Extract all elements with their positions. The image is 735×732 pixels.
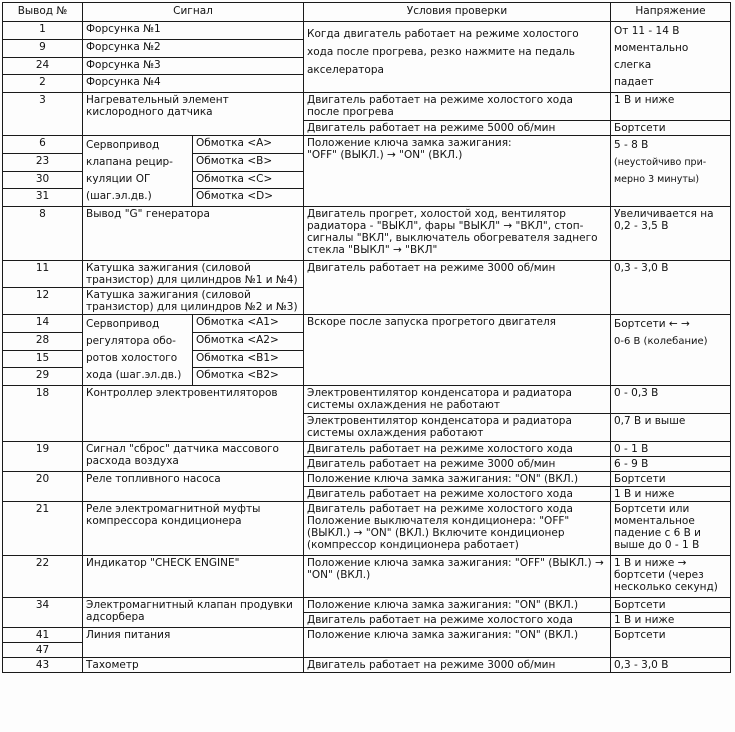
- signal-cell: Линия питания: [83, 628, 304, 658]
- condition-cell: Двигатель работает на режиме холостого хода: [304, 442, 611, 457]
- pin-number: 3: [3, 93, 83, 136]
- signal-cell: Вывод "G" генератора: [83, 207, 304, 261]
- voltage-cell: 1 В и ниже → бортсети (через несколько секунд): [611, 556, 731, 598]
- voltage-cell: 1 В и ниже: [611, 93, 731, 121]
- table-row: [3, 502, 731, 556]
- winding-cell: Обмотка <A>: [193, 136, 304, 154]
- condition-cell: Вскоре после запуска прогретого двигателя: [304, 315, 611, 386]
- voltage-line: падает: [614, 76, 654, 88]
- pin-number: 34: [3, 598, 83, 628]
- table-row: [3, 442, 731, 457]
- signal-cell: Реле электромагнитной муфты компрессора кондиционера: [83, 502, 304, 556]
- voltage-cell: Бортсети: [611, 598, 731, 613]
- condition-cell: Положение ключа замка зажигания: "ON" (ВКЛ.): [304, 628, 611, 658]
- condition-cell: Двигатель работает на режиме 3000 об/мин: [304, 261, 611, 315]
- ecu-pin-voltage-table: [2, 2, 731, 673]
- voltage-line: мерно 3 минуты): [614, 174, 700, 185]
- condition-line: "OFF" (ВЫКЛ.) → "ON" (ВКЛ.): [307, 149, 463, 161]
- table-row: [3, 386, 731, 414]
- voltage-cell: 0,7 В и выше: [611, 414, 731, 442]
- table-row: [3, 261, 731, 288]
- signal-line: куляции ОГ: [86, 173, 151, 185]
- condition-cell: Двигатель прогрет, холостой ход, вентилятор радиатора - "ВЫКЛ", фары "ВЫКЛ" → "ВКЛ", стоп-сигналы "ВКЛ", выключатель обогревателя заднего стекла "ВЫКЛ" → "ВКЛ": [304, 207, 611, 261]
- pin-number: 30: [3, 171, 83, 189]
- voltage-cell: 0,3 - 3,0 В: [611, 658, 731, 673]
- pin-number: 20: [3, 472, 83, 502]
- voltage-cell: Бортсети: [611, 628, 731, 658]
- voltage-cell: 1 В и ниже: [611, 613, 731, 628]
- pin-number: 9: [3, 39, 83, 57]
- condition-cell: Двигатель работает на режиме 3000 об/мин: [304, 658, 611, 673]
- signal-cell: Форсунка №2: [83, 39, 304, 57]
- condition-cell: Двигатель работает на режиме холостого хода после прогрева: [304, 93, 611, 121]
- pin-number: 31: [3, 189, 83, 207]
- condition-cell: Двигатель работает на режиме 3000 об/мин: [304, 457, 611, 472]
- pin-number: 22: [3, 556, 83, 598]
- winding-cell: Обмотка <A1>: [193, 315, 304, 333]
- table-row: [3, 556, 731, 598]
- voltage-cell: Увеличивается на 0,2 - 3,5 В: [611, 207, 731, 261]
- winding-cell: Обмотка <B>: [193, 153, 304, 171]
- signal-line: хода (шаг.эл.дв.): [86, 369, 182, 381]
- winding-cell: Обмотка <B2>: [193, 368, 304, 386]
- condition-cell: [304, 136, 611, 207]
- voltage-line: моментально: [614, 42, 689, 54]
- pin-number: 18: [3, 386, 83, 442]
- pin-number: 2: [3, 75, 83, 93]
- condition-cell: Положение ключа замка зажигания: "ON" (ВКЛ.): [304, 472, 611, 487]
- signal-cell: [83, 315, 193, 386]
- pin-number: 15: [3, 350, 83, 368]
- condition-cell: Электровентилятор конденсатора и радиатора системы охлаждения работают: [304, 414, 611, 442]
- voltage-cell: [611, 22, 731, 93]
- condition-cell: Двигатель работает на режиме холостого хода: [304, 613, 611, 628]
- condition-line: Положение ключа замка зажигания:: [307, 137, 512, 149]
- pin-number: 6: [3, 136, 83, 154]
- pin-number: 12: [3, 288, 83, 315]
- voltage-cell: [611, 315, 731, 386]
- voltage-cell: 1 В и ниже: [611, 487, 731, 502]
- table-header-row: [3, 3, 731, 22]
- signal-cell: Нагревательный элемент кислородного датчика: [83, 93, 304, 136]
- pin-number: 11: [3, 261, 83, 288]
- table-row: [3, 598, 731, 613]
- voltage-line: 5 - 8 В: [614, 139, 649, 151]
- table-row: [3, 207, 731, 261]
- pin-number: 19: [3, 442, 83, 472]
- winding-cell: Обмотка <B1>: [193, 350, 304, 368]
- condition-cell: Электровентилятор конденсатора и радиатора системы охлаждения не работают: [304, 386, 611, 414]
- pin-number: 41: [3, 628, 83, 643]
- condition-cell: Двигатель работает на режиме холостого хода Положение выключателя кондиционера: "OFF" (ВЫКЛ.) → "ON" (ВКЛ.) Включите кондиционер (компрессор кондиционера работает): [304, 502, 611, 556]
- header-pin: Вывод №: [3, 3, 83, 22]
- pin-number: 29: [3, 368, 83, 386]
- winding-cell: Обмотка <D>: [193, 189, 304, 207]
- pin-number: 23: [3, 153, 83, 171]
- signal-cell: Форсунка №3: [83, 57, 304, 75]
- signal-line: Сервопривод: [86, 139, 160, 151]
- table-row: [3, 472, 731, 487]
- voltage-line: слегка: [614, 59, 652, 71]
- header-signal: Сигнал: [83, 3, 304, 22]
- table-row: [3, 628, 731, 643]
- table-row: [3, 315, 731, 333]
- table-row: [3, 22, 731, 40]
- condition-cell: Двигатель работает на режиме 5000 об/мин: [304, 121, 611, 136]
- voltage-line: 0-6 В (колебание): [614, 336, 708, 347]
- condition-cell: [304, 22, 611, 93]
- voltage-line: (неустойчиво при-: [614, 157, 707, 168]
- signal-cell: Сигнал "сброс" датчика массового расхода воздуха: [83, 442, 304, 472]
- signal-cell: Форсунка №4: [83, 75, 304, 93]
- signal-line: Сервопривод: [86, 318, 160, 330]
- voltage-cell: 0 - 1 В: [611, 442, 731, 457]
- condition-text: Когда двигатель работает на режиме холостого хода после прогрева, резко нажмите на педаль акселератора: [307, 28, 579, 76]
- pin-number: 8: [3, 207, 83, 261]
- signal-line: регулятора обо-: [86, 335, 176, 347]
- signal-cell: Форсунка №1: [83, 22, 304, 40]
- voltage-cell: Бортсети: [611, 472, 731, 487]
- pin-number: 1: [3, 22, 83, 40]
- table-row: [3, 93, 731, 121]
- voltage-cell: 0,3 - 3,0 В: [611, 261, 731, 315]
- voltage-line: От 11 - 14 В: [614, 25, 680, 37]
- header-voltage: Напряжение: [611, 3, 731, 22]
- condition-cell: Двигатель работает на режиме холостого хода: [304, 487, 611, 502]
- pin-number: 24: [3, 57, 83, 75]
- voltage-cell: Бортсети: [611, 121, 731, 136]
- signal-line: ротов холостого: [86, 352, 178, 364]
- pin-number: 21: [3, 502, 83, 556]
- signal-cell: [83, 136, 193, 207]
- pin-number: 47: [3, 643, 83, 658]
- signal-cell: Катушка зажигания (силовой транзистор) для цилиндров №1 и №4): [83, 261, 304, 288]
- voltage-cell: Бортсети или моментальное падение с 6 В и выше до 0 - 1 В: [611, 502, 731, 556]
- pin-number: 28: [3, 332, 83, 350]
- pin-number: 14: [3, 315, 83, 333]
- winding-cell: Обмотка <C>: [193, 171, 304, 189]
- table-row: [3, 658, 731, 673]
- table-row: [3, 136, 731, 154]
- condition-cell: Положение ключа замка зажигания: "OFF" (ВЫКЛ.) → "ON" (ВКЛ.): [304, 556, 611, 598]
- signal-line: (шаг.эл.дв.): [86, 190, 152, 202]
- voltage-cell: [611, 136, 731, 207]
- voltage-line: Бортсети ← →: [614, 318, 690, 330]
- pin-number: 43: [3, 658, 83, 673]
- voltage-cell: 6 - 9 В: [611, 457, 731, 472]
- winding-cell: Обмотка <A2>: [193, 332, 304, 350]
- signal-cell: Реле топливного насоса: [83, 472, 304, 502]
- condition-cell: Положение ключа замка зажигания: "ON" (ВКЛ.): [304, 598, 611, 613]
- signal-line: клапана рецир-: [86, 156, 173, 168]
- signal-cell: Тахометр: [83, 658, 304, 673]
- voltage-cell: 0 - 0,3 В: [611, 386, 731, 414]
- signal-cell: Контроллер электровентиляторов: [83, 386, 304, 442]
- signal-cell: Катушка зажигания (силовой транзистор) для цилиндров №2 и №3): [83, 288, 304, 315]
- signal-cell: Электромагнитный клапан продувки адсорбера: [83, 598, 304, 628]
- header-condition: Условия проверки: [304, 3, 611, 22]
- signal-cell: Индикатор "CHECK ENGINE": [83, 556, 304, 598]
